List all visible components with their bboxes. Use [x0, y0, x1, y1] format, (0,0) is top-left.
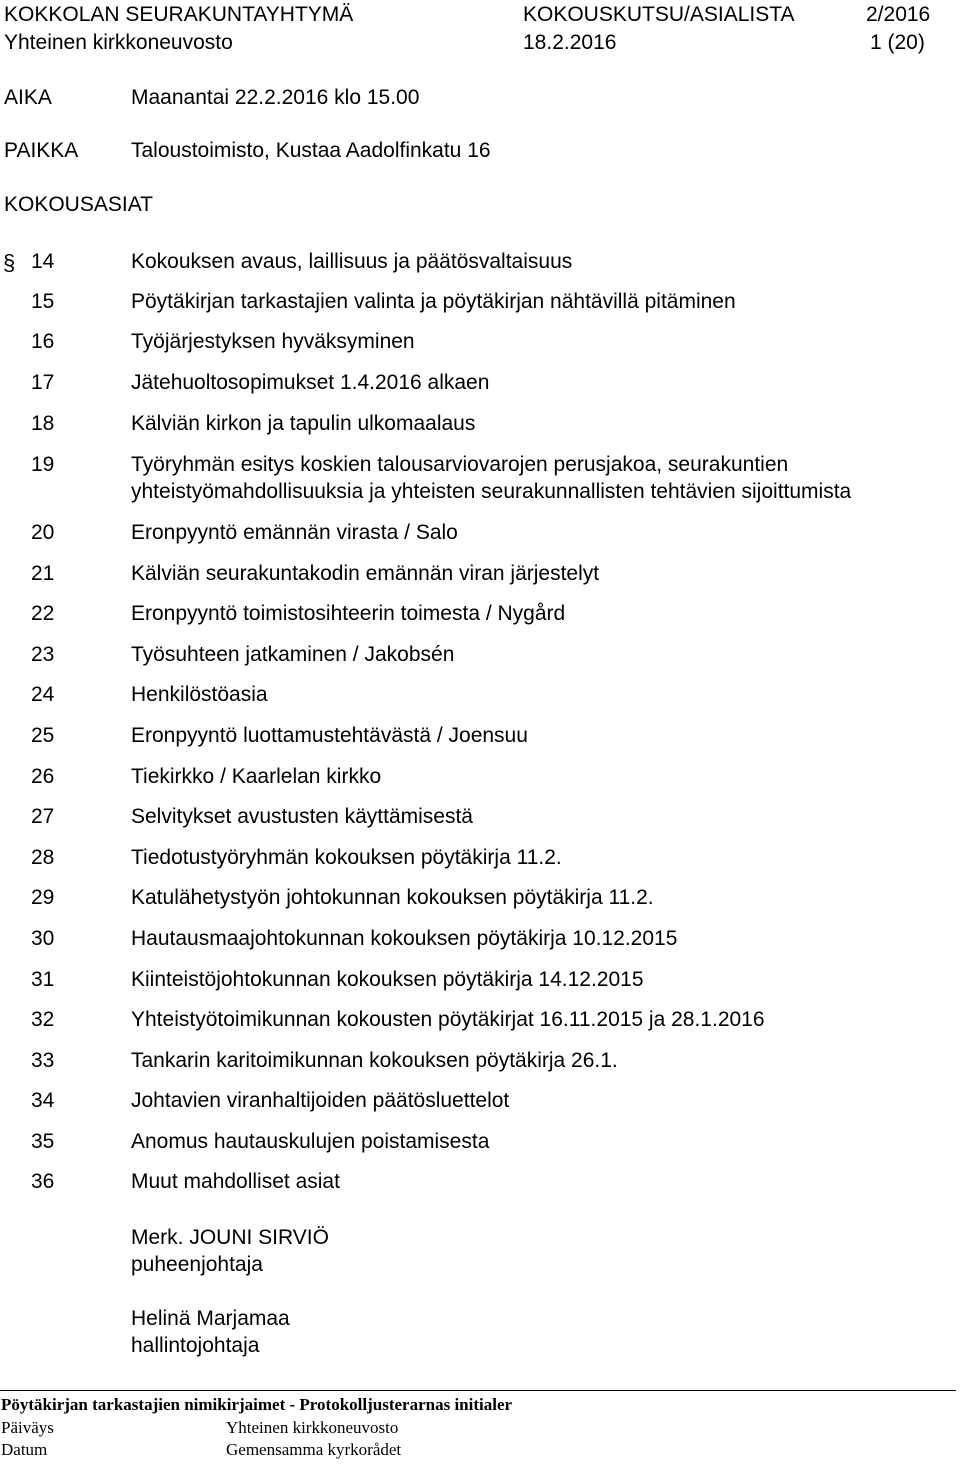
item-number: 17: [31, 371, 55, 394]
org-name: KOKKOLAN SEURAKUNTAYHTYMÄ: [4, 3, 354, 26]
item-number: 33: [31, 1049, 55, 1072]
header-date: 18.2.2016: [523, 31, 617, 54]
chair-name: Merk. JOUNI SIRVIÖ: [131, 1226, 329, 1249]
item-text: Tankarin karitoimikunnan kokouksen pöytäkirja 26.1.: [131, 1049, 618, 1072]
item-text: Tiedotustyöryhmän kokouksen pöytäkirja 11.2.: [131, 846, 562, 869]
item-number: 23: [31, 643, 55, 666]
body-name: Yhteinen kirkkoneuvosto: [4, 31, 233, 54]
item-number: 15: [31, 290, 55, 313]
place-label: PAIKKA: [4, 139, 79, 162]
item-number: 35: [31, 1130, 55, 1153]
page-number: 1 (20): [870, 31, 925, 54]
item-text: Muut mahdolliset asiat: [131, 1170, 340, 1193]
paragraph-symbol: §: [3, 250, 16, 275]
item-number: 36: [31, 1170, 55, 1193]
item-number: 19: [31, 453, 55, 476]
item-number: 22: [31, 602, 55, 625]
item-number: 25: [31, 724, 55, 747]
item-number: 21: [31, 562, 55, 585]
item-number: 29: [31, 886, 55, 909]
place-value: Taloustoimisto, Kustaa Aadolfinkatu 16: [131, 139, 491, 162]
doc-number: 2/2016: [866, 3, 931, 26]
item-text: Hautausmaajohtokunnan kokouksen pöytäkirja 10.12.2015: [131, 927, 678, 950]
item-number: 27: [31, 805, 55, 828]
item-text: Kälviän kirkon ja tapulin ulkomaalaus: [131, 412, 476, 435]
time-label: AIKA: [4, 86, 52, 109]
footer-title: Pöytäkirjan tarkastajien nimikirjaimet - Protokolljusterarnas initialer: [1, 1395, 513, 1414]
item-number: 16: [31, 330, 55, 353]
item-text: Katulähetystyön johtokunnan kokouksen pöytäkirja 11.2.: [131, 886, 654, 909]
item-text: Eronpyyntö luottamustehtävästä / Joensuu: [131, 724, 528, 747]
section-title: KOKOUSASIAT: [4, 193, 153, 216]
item-number: 28: [31, 846, 55, 869]
item-text: Yhteistyötoimikunnan kokousten pöytäkirjat 16.11.2015 ja 28.1.2016: [131, 1008, 765, 1031]
item-text-line-1: Työryhmän esitys koskien talousarviovarojen perusjakoa, seurakuntien: [131, 453, 789, 476]
footer-divider: [0, 1390, 956, 1391]
item-text: Työsuhteen jatkaminen / Jakobsén: [131, 643, 455, 666]
footer-date-label-sv: Datum: [1, 1440, 48, 1459]
item-number: 32: [31, 1008, 55, 1031]
header-row-1: [4, 2, 938, 28]
item-text: Selvitykset avustusten käyttämisestä: [131, 805, 473, 828]
header-row-2: [4, 30, 938, 56]
item-number: 30: [31, 927, 55, 950]
item-number: 14: [31, 250, 55, 273]
item-number: 20: [31, 521, 55, 544]
chair-title: puheenjohtaja: [131, 1253, 263, 1276]
item-number: 24: [31, 683, 55, 706]
item-text: Tiekirkko / Kaarlelan kirkko: [131, 765, 382, 788]
item-number: 26: [31, 765, 55, 788]
item-text: Kälviän seurakuntakodin emännän viran järjestelyt: [131, 562, 600, 585]
doc-type: KOKOUSKUTSU/ASIALISTA: [523, 3, 795, 26]
footer-body-fi: Yhteinen kirkkoneuvosto: [226, 1418, 399, 1437]
time-value: Maanantai 22.2.2016 klo 15.00: [131, 86, 420, 109]
item-text: Eronpyyntö emännän virasta / Salo: [131, 521, 458, 544]
item-number: 31: [31, 968, 55, 991]
item-number: 18: [31, 412, 55, 435]
item-number: 34: [31, 1089, 55, 1112]
item-text: Kokouksen avaus, laillisuus ja päätösvaltaisuus: [131, 250, 573, 273]
footer-date-label-fi: Päiväys: [1, 1418, 54, 1437]
item-text-line-2: yhteistyömahdollisuuksia ja yhteisten seurakunnallisten tehtävien sijoittumista: [131, 480, 852, 503]
item-text: [131, 451, 944, 505]
item-text: Pöytäkirjan tarkastajien valinta ja pöytäkirjan nähtävillä pitäminen: [131, 290, 736, 313]
item-text: Anomus hautauskulujen poistamisesta: [131, 1130, 490, 1153]
admin-name: Helinä Marjamaa: [131, 1307, 290, 1330]
footer-body-sv: Gemensamma kyrkorådet: [226, 1440, 402, 1459]
item-text: Työjärjestyksen hyväksyminen: [131, 330, 415, 353]
item-text: Jätehuoltosopimukset 1.4.2016 alkaen: [131, 371, 490, 394]
item-text: Johtavien viranhaltijoiden päätösluettelot: [131, 1089, 510, 1112]
item-text: Eronpyyntö toimistosihteerin toimesta / Nygård: [131, 602, 566, 625]
item-text: Henkilöstöasia: [131, 683, 268, 706]
item-text: Kiinteistöjohtokunnan kokouksen pöytäkirja 14.12.2015: [131, 968, 644, 991]
admin-title: hallintojohtaja: [131, 1334, 260, 1357]
